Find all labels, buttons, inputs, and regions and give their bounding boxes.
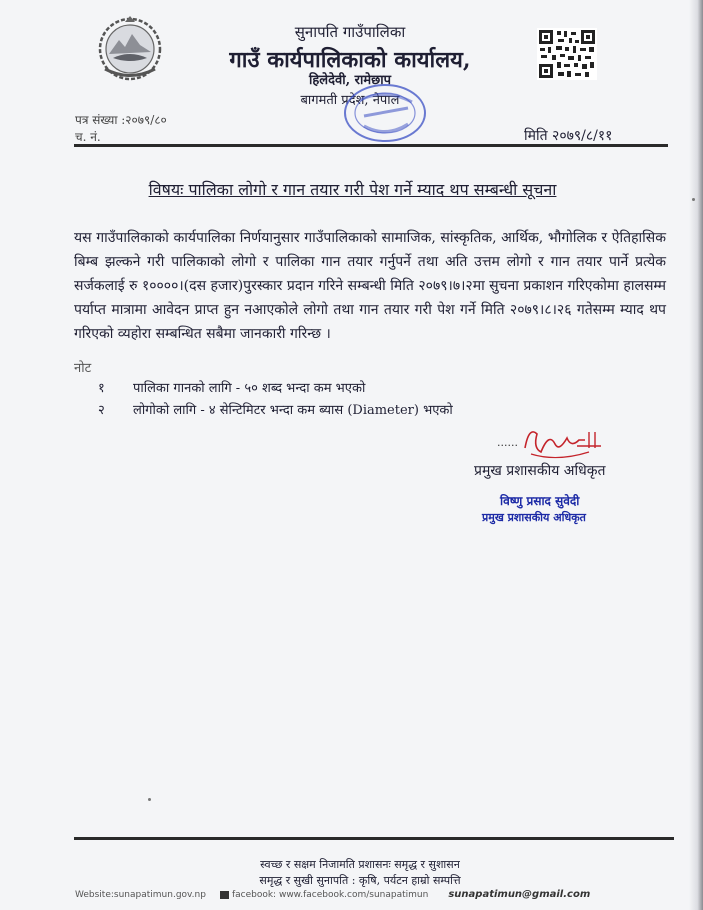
office-name: गाउँ कार्यपालिकाको कार्यालय, xyxy=(229,47,471,73)
letter-number: पत्र संख्या :२०७९/८० xyxy=(75,113,167,127)
notice-body: यस गाउँपालिकाको कार्यपालिका निर्णयानुसार गाउँपालिकाको सामाजिक, सांस्कृतिक, आर्थिक, भौगोलिक र ऐतिहासिक बिम्ब झल्कने गरी पालिकाको लोगो र पालिका गान तयार गर्नुपर्ने तथा अति उत्तम लोगो र गान तयार पार्ने प्रत्येक सर्जकलाई रु १००००।(दस हजार)पुरस्कार प्रदान गरिने सम्बन्धी मिति २०७९।७।२मा सुचना प्रकाशन गरिएकोमा हालसम्म पर्याप्त मात्रामा आवेदन प्राप्त हुन नआएकोले लोगो तथा गान तयार गरी पेश गर्ने मिति २०७९।८।२६ गतेसम्म म्याद थप गरिएको व्यहोरा सम्बन्धित सबैमा जानकारी गरिन्छ । xyxy=(74,230,666,342)
signature-dots: ...... xyxy=(497,436,518,449)
scan-speck xyxy=(148,798,151,801)
note-text: लोगोको लागि - ४ सेन्टिमिटर भन्दा कम ब्यास (Diameter) भएको xyxy=(133,403,453,418)
note-number: २ xyxy=(98,403,105,418)
note-text: पालिका गानको लागि - ५० शब्द भन्दा कम भएको xyxy=(133,381,366,396)
footer-facebook: facebook: www.facebook.com/sunapatimun xyxy=(231,890,429,900)
facebook-icon xyxy=(220,891,229,899)
note-number: १ xyxy=(98,381,105,396)
dispatch-number: च. नं. xyxy=(75,130,101,144)
signatory-name: विष्णु प्रसाद सुवेदी xyxy=(500,494,580,508)
office-stamp-icon xyxy=(330,80,430,146)
footer-contacts xyxy=(75,889,675,903)
notes-label: नोट xyxy=(74,361,92,376)
page-edge-shadow xyxy=(689,0,703,910)
letter-date: मिति २०७९/८/११ xyxy=(524,128,613,144)
footer-website: Website:sunapatimun.gov.np xyxy=(75,890,206,900)
subject-line: विषयः पालिका लोगो र गान तयार गरी पेश गर्ने म्याद थप सम्बन्धी सूचना xyxy=(148,180,557,199)
signatory-title: प्रमुख प्रशासकीय अधिकृत xyxy=(474,463,606,479)
address-line-2: बागमती प्रदेश, नेपाल xyxy=(300,93,400,108)
address-line-1: हिलेदेवी, रामेछाप xyxy=(309,73,391,88)
scan-speck xyxy=(692,198,695,201)
footer-email: sunapatimun@gmail.com xyxy=(448,889,591,900)
signatory-designation: प्रमुख प्रशासकीय अधिकृत xyxy=(482,511,586,524)
signature-icon xyxy=(497,422,607,464)
footer-motto-2: समृद्ध र सुखी सुनापति : कृषि, पर्यटन हाम्रो सम्पत्ति xyxy=(259,874,461,887)
municipality-name: सुनापति गाउँपालिका xyxy=(294,23,406,41)
header-divider xyxy=(74,144,668,147)
footer-motto-1: स्वच्छ र सक्षम निजामति प्रशासनः समृद्ध र सुशासन xyxy=(260,858,460,871)
footer-divider xyxy=(74,837,674,840)
